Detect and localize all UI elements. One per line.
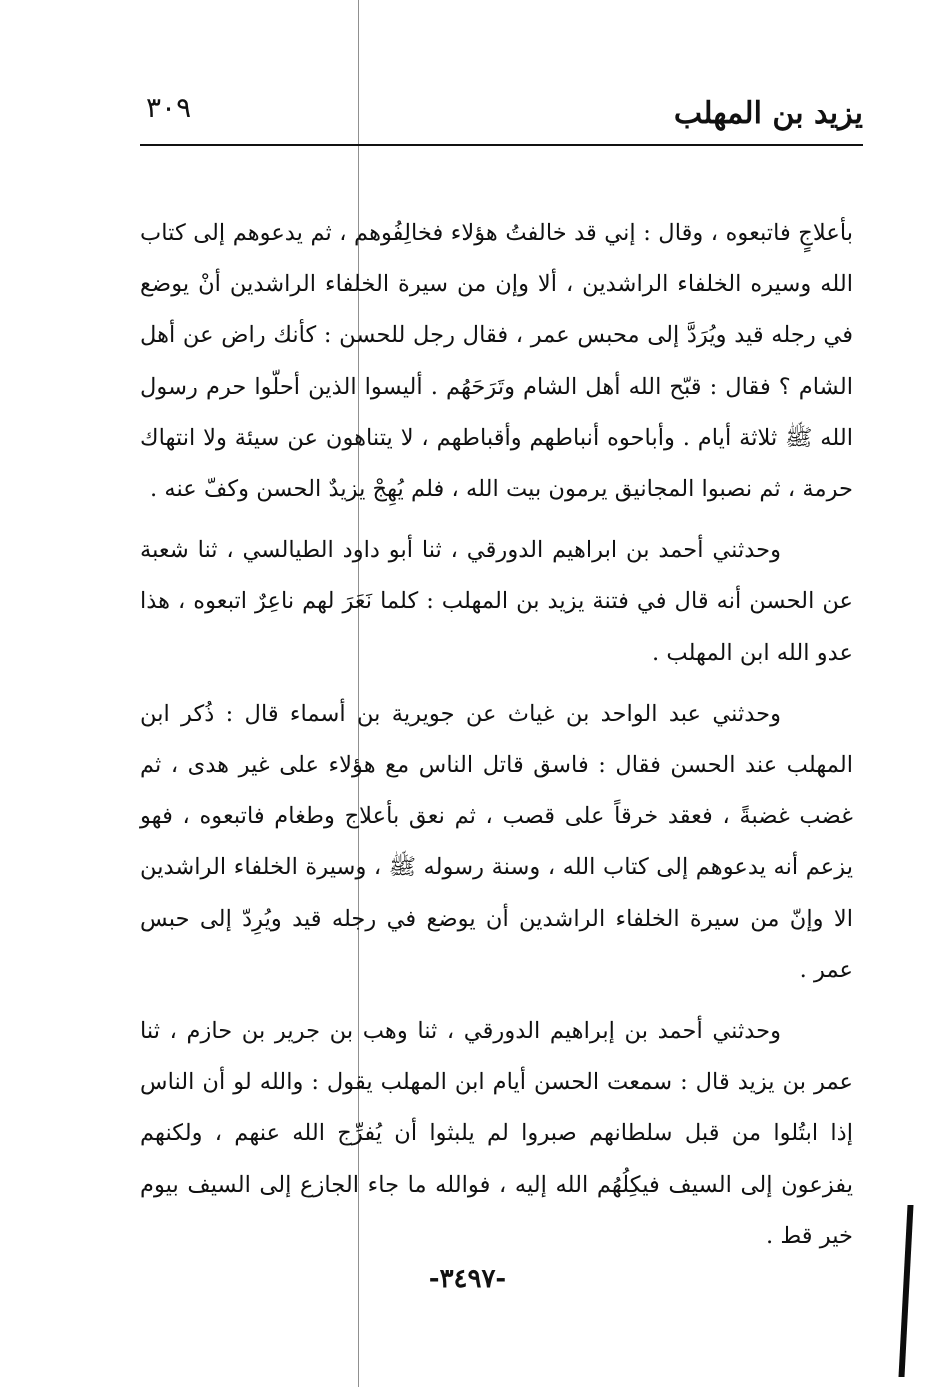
paragraph-3: وحدثني عبد الواحد بن غياث عن جويرية بن أسماء قال : ذُكر ابن المهلب عند الحسن فقال : فاسق قاتل الناس مع هؤلاء على غير هدى ، ثم غضب غضبةً ، فعقد خرقاً على قصب ، ثم نعق بأعلاج وطغام فاتبعوه ، فهو يزعم أنه يدعوهم إلى كتاب الله ، وسنة رسوله ﷺ ، وسيرة الخلفاء الراشدين الا وإنّ من سيرة الخلفاء الراشدين أن يوضع في رجله قيد ويُرِدّ إلى حبس عمر .	[140, 700, 853, 983]
page-number: ٣٠٩	[146, 91, 192, 124]
running-title: يزيد بن المهلب	[673, 96, 863, 131]
body-text	[140, 208, 853, 1272]
page-header	[140, 88, 863, 138]
paragraph-1: بأعلاجٍ فاتبعوه ، وقال : إني قد خالفتُ هؤلاء فخالِفُوهم ، ثم يدعوهم إلى كتاب الله وسيره الخلفاء الراشدين ، ألا وإن من سيرة الخلفاء الراشدين أنْ يوضع في رجله قيد ويُرَدَّ إلى محبس عمر ، فقال رجل للحسن : كأنك راض عن أهل الشام ؟ فقال : قبّح الله أهل الشام وتَرَحَهُم . أليسوا الذين أحلّوا حرم رسول الله ﷺ ثلاثة أيام . وأباحوه أنباطهم وأقباطهم ، لا يتناهون عن سيئة ولا انتهاك حرمة ، ثم نصبوا المجانيق يرمون بيت الله ، فلم يُهِجْ يزيدٌ الحسن وكفّ عنه .	[140, 220, 853, 503]
paragraph-4: وحدثني أحمد بن إبراهيم الدورقي ، ثنا وهب بن جرير بن حازم ، ثنا عمر بن يزيد قال : سمعت الحسن أيام ابن المهلب يقول : والله لو أن الناس إذا ابتُلوا من قبل سلطانهم صبروا لم يلبثوا أن يُفرِّج الله عنهم ، ولكنهم يفزعون إلى السيف فيكِلُهُم الله إليه ، فوالله ما جاء الجازع إلى السيف بيوم خير قط .	[140, 1018, 853, 1249]
header-rule	[140, 144, 863, 146]
footer-page-number: -٣٤٩٧-	[428, 1264, 507, 1294]
paragraph-2: وحدثني أحمد بن ابراهيم الدورقي ، ثنا أبو داود الطيالسي ، ثنا شعبة عن الحسن أنه قال في فتنة يزيد بن المهلب : كلما نَعَرَ لهم ناعِرٌ اتبعوه ، هذا عدو الله ابن المهلب .	[140, 537, 853, 666]
